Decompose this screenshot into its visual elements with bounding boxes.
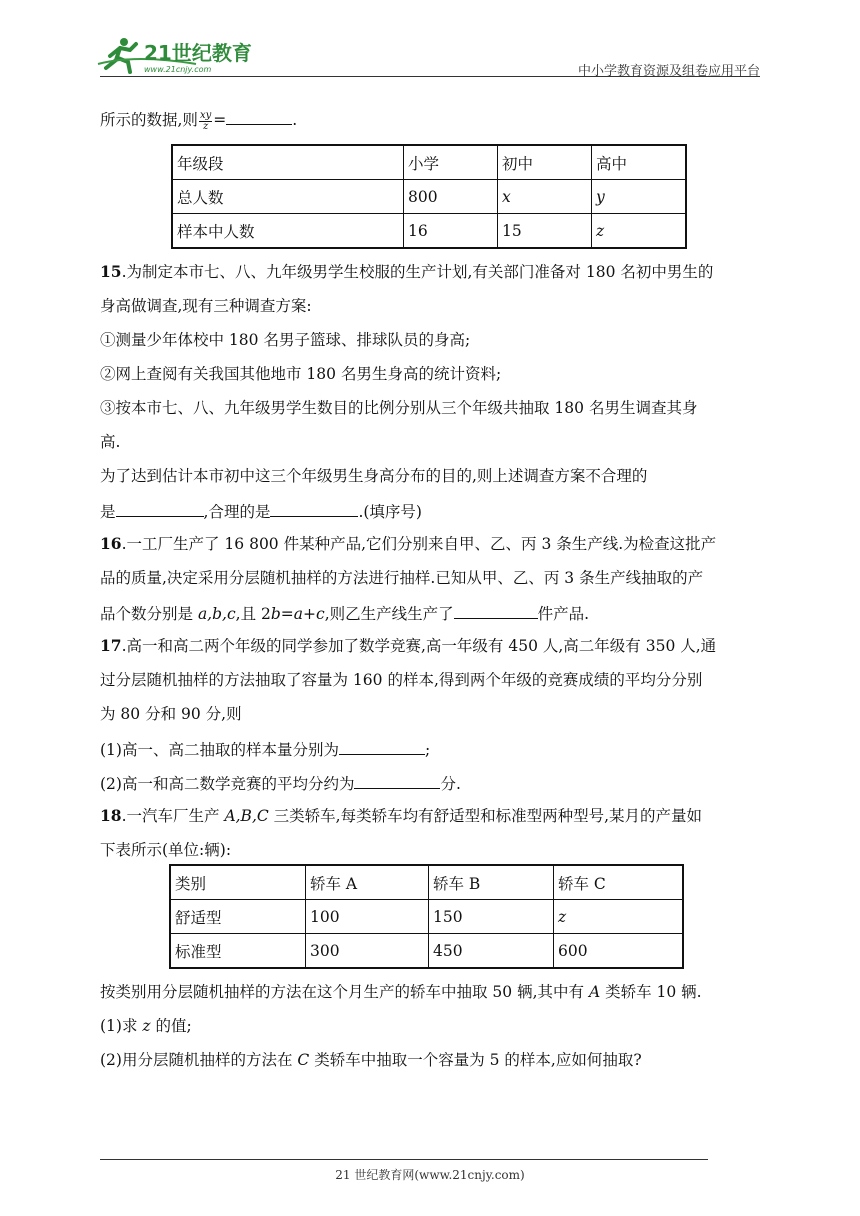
q15-line3: 为了达到估计本市初中这三个年级男生身高分布的目的,则上述调查方案不合理的	[100, 467, 648, 485]
q17-line1: 17.高一和高二两个年级的同学参加了数学竞赛,高一年级有 450 人,高二年级有 350 人,通	[100, 636, 717, 655]
q15-option3: ③按本市七、八、九年级男学生数目的比例分别从三个年级共抽取 180 名男生调查其身	[100, 399, 698, 417]
answer-blank[interactable]	[339, 738, 425, 755]
q15-line1: 15.为制定本市七、八、九年级男学生校服的生产计划,有关部门准备对 180 名初中男生的	[100, 262, 714, 281]
table-cell: y	[592, 180, 687, 214]
q17-line3: 为 80 分和 90 分,则	[100, 705, 242, 723]
table-cell: 初中	[498, 145, 592, 180]
table-row	[170, 865, 683, 900]
table-row	[172, 214, 686, 249]
q18-line1: 18.一汽车厂生产 A,B,C 三类轿车,每类轿车均有舒适型和标准型两种型号,某月的产量如	[100, 806, 703, 825]
table-cell: 轿车 C	[554, 865, 684, 900]
table-cell: 轿车 A	[306, 865, 429, 900]
q16-line3: 品个数分别是 a,b,c,且 2b=a+c,则乙生产线生产了 件产品.	[100, 602, 589, 624]
table-cell: 轿车 B	[429, 865, 554, 900]
q18-sub1: (1)求 z 的值;	[100, 1017, 192, 1035]
table-cell: z	[592, 214, 687, 249]
footer-text: 21 世纪教育网(www.21cnjy.com)	[335, 1168, 525, 1182]
table-cell: 600	[554, 934, 684, 969]
q15-option2: ②网上查阅有关我国其他地市 180 名男生身高的统计资料;	[100, 365, 502, 383]
q16-line2: 品的质量,决定采用分层随机抽样的方法进行抽样.已知从甲、乙、丙 3 条生产线抽取的产	[100, 569, 704, 587]
table-cell: 100	[306, 900, 429, 934]
q18-line2: 下表所示(单位:辆):	[100, 841, 232, 859]
table-row	[170, 900, 683, 934]
answer-blank[interactable]	[354, 772, 440, 789]
table-cell: x	[498, 180, 592, 214]
table-cell: 年级段	[172, 145, 404, 180]
table-cell: 450	[429, 934, 554, 969]
table-cell: 高中	[592, 145, 687, 180]
logo-url: www.21cnjy.com	[144, 65, 212, 74]
table-car-production	[169, 864, 684, 969]
site-title: 中小学教育资源及组卷应用平台	[577, 64, 760, 79]
table-cell: 150	[429, 900, 554, 934]
question-number: 15	[100, 262, 122, 281]
table-cell: 300	[306, 934, 429, 969]
q15-option1: ①测量少年体校中 180 名男子篮球、排球队员的身高;	[100, 331, 471, 349]
table-cell: 小学	[404, 145, 498, 180]
fraction: $\frac{xy}{z}$	[199, 109, 212, 132]
question-number: 18	[100, 806, 122, 825]
table-cell: 16	[404, 214, 498, 249]
header-divider	[100, 76, 760, 77]
answer-blank[interactable]	[270, 500, 358, 517]
q17-line2: 过分层随机抽样的方法抽取了容量为 160 的样本,得到两个年级的竞赛成绩的平均分分别	[100, 671, 703, 689]
table-row	[172, 180, 686, 214]
q14-line: 所示的数据,则 $\frac{xy}{z}$ = .	[100, 109, 298, 132]
table-cell: 样本中人数	[172, 214, 404, 249]
table-cell: 舒适型	[170, 900, 306, 934]
answer-blank[interactable]	[116, 500, 204, 517]
table-grade-data	[171, 144, 687, 249]
answer-blank[interactable]	[454, 602, 538, 619]
table-cell: z	[554, 900, 684, 934]
question-number: 16	[100, 534, 122, 553]
site-logo	[96, 34, 256, 76]
table-row	[172, 145, 686, 180]
table-cell: 标准型	[170, 934, 306, 969]
question-number: 17	[100, 636, 122, 655]
q16-line1: 16.一工厂生产了 16 800 件某种产品,它们分别来自甲、乙、丙 3 条生产线.为检查这批产	[100, 534, 717, 553]
q15-line4: 是 ,合理的是 .(填序号)	[100, 500, 422, 522]
answer-blank[interactable]	[226, 108, 292, 125]
table-cell: 800	[404, 180, 498, 214]
q17-sub2: (2)高一和高二数学竞赛的平均分约为 分.	[100, 772, 461, 794]
table-cell: 15	[498, 214, 592, 249]
q15-line2: 身高做调查,现有三种调查方案:	[100, 297, 312, 315]
table-row	[170, 934, 683, 969]
table-cell: 类别	[170, 865, 306, 900]
q18-sub2: (2)用分层随机抽样的方法在 C 类轿车中抽取一个容量为 5 的样本,应如何抽取?	[100, 1051, 642, 1069]
footer-divider	[100, 1159, 708, 1160]
q17-sub1: (1)高一、高二抽取的样本量分别为 ;	[100, 738, 430, 760]
logo-text: 21世纪教育	[144, 41, 252, 65]
table-cell: 总人数	[172, 180, 404, 214]
q15-option3-cont: 高.	[100, 433, 121, 451]
q18-line3: 按类别用分层随机抽样的方法在这个月生产的轿车中抽取 50 辆,其中有 A 类轿车 10 辆.	[100, 983, 702, 1001]
